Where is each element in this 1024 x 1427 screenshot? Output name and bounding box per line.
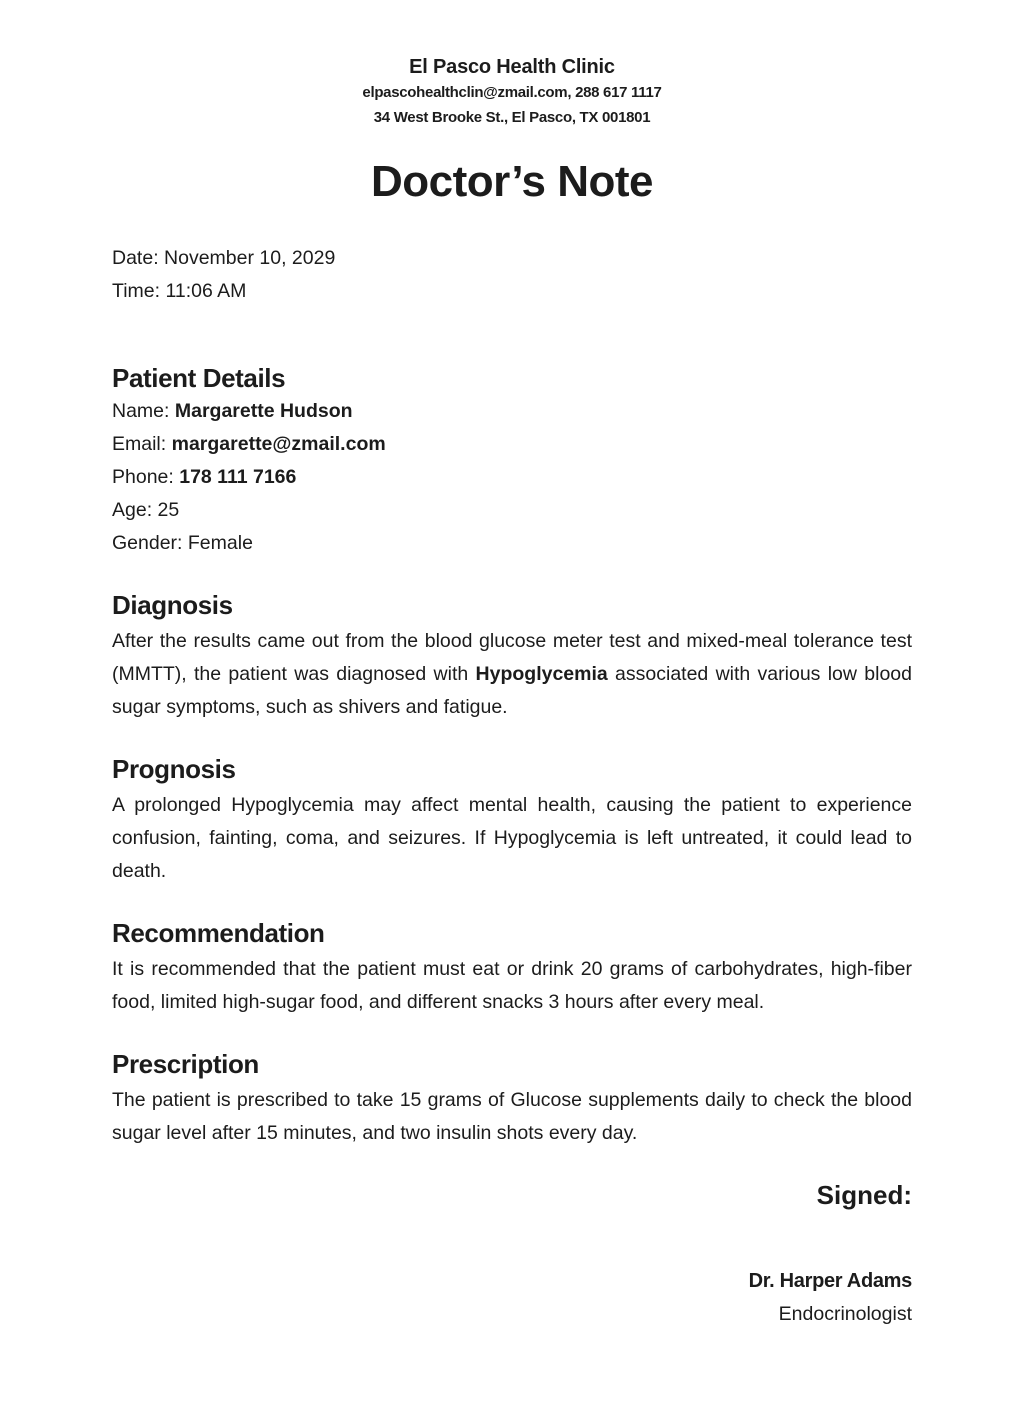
patient-email-field bbox=[112, 428, 912, 461]
patient-details-heading: Patient Details bbox=[112, 363, 286, 393]
patient-gender-value: Female bbox=[187, 532, 253, 554]
clinic-contact: elpascohealthclin@zmail.com, 288 617 1117 bbox=[362, 84, 662, 101]
patient-age-value: 25 bbox=[157, 499, 180, 521]
patient-age-label: Age: bbox=[112, 499, 158, 521]
patient-name-value: Margarette Hudson bbox=[174, 400, 353, 422]
diagnosis-heading: Diagnosis bbox=[112, 590, 233, 620]
diagnosis-text-before: After the results came out from the blood glucose meter test and mixed-meal tolerance test (MMTT), the patient was diagnosed with bbox=[112, 630, 912, 685]
patient-name-field bbox=[112, 395, 912, 428]
date-value: November 10, 2029 bbox=[164, 247, 336, 269]
diagnosis-section bbox=[112, 588, 912, 724]
patient-phone-label: Phone: bbox=[112, 466, 180, 488]
prescription-section bbox=[112, 1047, 912, 1150]
recommendation-section bbox=[112, 916, 912, 1019]
recommendation-text: It is recommended that the patient must eat or drink 20 grams of carbohydrates, high-fiber food, limited high-sugar food, and different snacks 3 hours after every meal. bbox=[112, 958, 912, 1013]
prognosis-text: A prolonged Hypoglycemia may affect mental health, causing the patient to experience confusion, fainting, coma, and seizures. If Hypoglycemia is left untreated, it could lead to death. bbox=[112, 794, 912, 882]
prognosis-heading: Prognosis bbox=[112, 754, 236, 784]
patient-details-section bbox=[112, 361, 912, 560]
date-line bbox=[112, 242, 912, 275]
patient-age-field bbox=[112, 494, 912, 527]
patient-phone-value: 178 111 7166 bbox=[179, 466, 297, 488]
doctor-title: Endocrinologist bbox=[778, 1303, 912, 1325]
prognosis-section bbox=[112, 752, 912, 888]
prescription-heading: Prescription bbox=[112, 1049, 259, 1079]
time-label: Time: bbox=[112, 280, 166, 302]
time-value: 11:06 AM bbox=[165, 280, 247, 302]
date-label: Date: bbox=[112, 247, 165, 269]
diagnosis-condition: Hypoglycemia bbox=[475, 663, 608, 685]
doctor-name: Dr. Harper Adams bbox=[748, 1270, 912, 1292]
document-page bbox=[112, 0, 912, 1330]
recommendation-heading: Recommendation bbox=[112, 918, 325, 948]
patient-email-value: margarette@zmail.com bbox=[171, 433, 386, 455]
note-meta bbox=[112, 242, 912, 308]
diagnosis-text bbox=[112, 625, 912, 724]
patient-gender-field bbox=[112, 527, 912, 560]
patient-gender-label: Gender: bbox=[112, 532, 188, 554]
clinic-name: El Pasco Health Clinic bbox=[409, 56, 615, 78]
document-title: Doctor’s Note bbox=[371, 157, 653, 206]
patient-name-label: Name: bbox=[112, 400, 175, 422]
patient-email-label: Email: bbox=[112, 433, 172, 455]
prescription-text: The patient is prescribed to take 15 grams of Glucose supplements daily to check the blood sugar level after 15 minutes, and two insulin shots every day. bbox=[112, 1089, 912, 1144]
diagnosis-text-after: associated with various low blood sugar symptoms, such as shivers and fatigue. bbox=[112, 663, 912, 718]
clinic-header bbox=[112, 0, 912, 130]
patient-phone-field bbox=[112, 461, 912, 494]
signed-label: Signed: bbox=[816, 1180, 912, 1210]
clinic-address: 34 West Brooke St., El Pasco, TX 001801 bbox=[373, 109, 651, 126]
time-line bbox=[112, 275, 912, 308]
